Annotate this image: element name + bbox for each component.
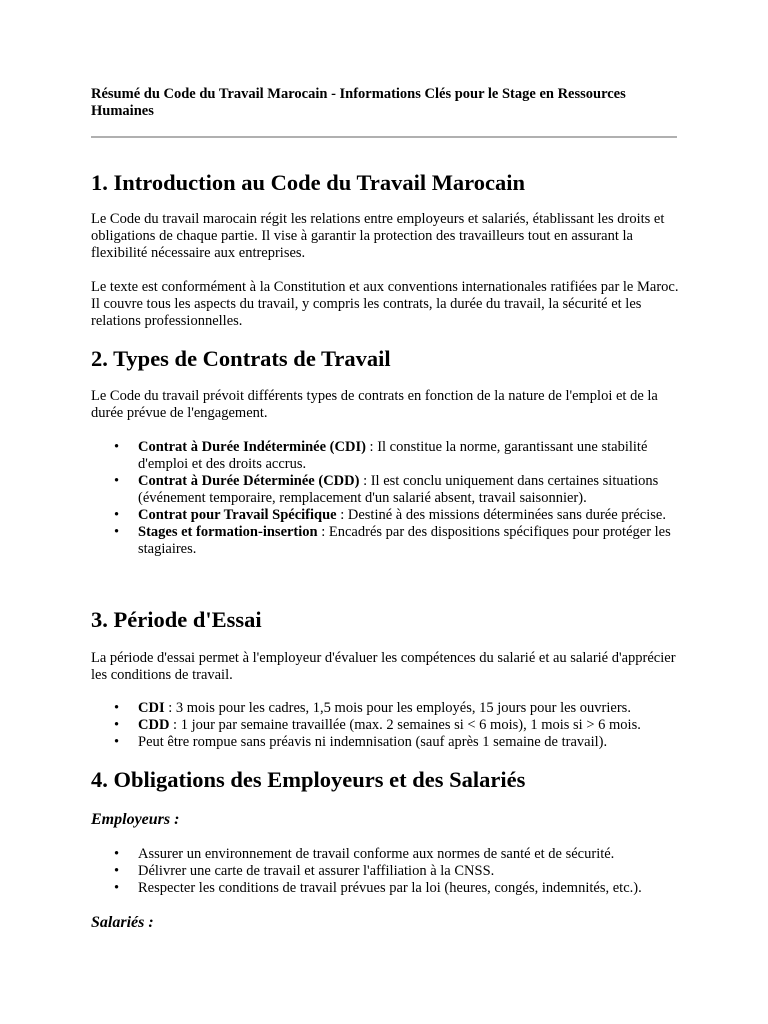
section-1-heading: 1. Introduction au Code du Travail Marocain — [91, 170, 526, 195]
list-item — [91, 734, 691, 751]
employers-subheading: Employeurs : — [91, 811, 180, 828]
list-item-term: Contrat à Durée Indéterminée (CDI) — [138, 439, 366, 455]
section-1-paragraph-2: Le texte est conformément à la Constitution et aux conventions internationales ratifiées par le Maroc. Il couvre tous les aspects du travail, y compris les contrats, la durée du travail, la sécurité et les relations professionnelles. — [91, 279, 679, 329]
trial-period-list — [91, 700, 691, 751]
horizontal-rule — [91, 136, 677, 138]
list-item-text: : Encadrés par des dispositions spécifiques pour protéger les stagiaires. — [138, 524, 671, 557]
list-item-text: Délivrer une carte de travail et assurer l'affiliation à la CNSS. — [138, 863, 495, 879]
list-item-text: Peut être rompue sans préavis ni indemnisation (sauf après 1 semaine de travail). — [138, 734, 608, 750]
contract-types-list — [91, 439, 691, 558]
section-3-paragraph-1: La période d'essai permet à l'employeur d'évaluer les compétences du salarié et au salarié d'apprécier les conditions de travail. — [91, 650, 676, 683]
list-item — [91, 473, 691, 507]
list-item-term: Contrat pour Travail Spécifique — [138, 507, 337, 523]
list-item-text: : Il constitue la norme, garantissant une stabilité d'emploi et des droits accrus. — [138, 439, 648, 472]
list-item-term: Stages et formation-insertion — [138, 524, 318, 540]
employer-obligations-list — [91, 846, 691, 897]
employees-subheading: Salariés : — [91, 914, 154, 931]
list-item-text: : 3 mois pour les cadres, 1,5 mois pour les employés, 15 jours pour les ouvriers. — [164, 700, 631, 716]
list-item — [91, 846, 691, 863]
list-item — [91, 524, 691, 558]
list-item — [91, 439, 691, 473]
section-2-heading: 2. Types de Contrats de Travail — [91, 346, 391, 371]
list-item-text: Respecter les conditions de travail prévues par la loi (heures, congés, indemnités, etc.). — [138, 880, 642, 896]
list-item — [91, 880, 691, 897]
list-item-text: : Destiné à des missions déterminées sans durée précise. — [336, 507, 666, 523]
list-item-text: Assurer un environnement de travail conforme aux normes de santé et de sécurité. — [138, 846, 615, 862]
section-4-heading: 4. Obligations des Employeurs et des Salariés — [91, 767, 526, 792]
list-item-term: CDI — [138, 700, 165, 716]
section-1-paragraph-1: Le Code du travail marocain régit les relations entre employeurs et salariés, établissant les droits et obligations de chaque partie. Il vise à garantir la protection des travailleurs tout en assurant la flexibilité nécessaire aux entreprises. — [91, 211, 665, 261]
list-item-term: Contrat à Durée Déterminée (CDD) — [138, 473, 360, 489]
document-title: Résumé du Code du Travail Marocain - Informations Clés pour le Stage en Ressources Humaines — [91, 86, 626, 119]
list-item-text: : 1 jour par semaine travaillée (max. 2 semaines si < 6 mois), 1 mois si > 6 mois. — [169, 717, 641, 733]
list-item-text: : Il est conclu uniquement dans certaines situations (événement temporaire, remplacement d'un salarié absent, travail saisonnier). — [138, 473, 659, 506]
section-3-heading: 3. Période d'Essai — [91, 607, 262, 632]
list-item — [91, 507, 691, 524]
list-item — [91, 700, 691, 717]
section-2-paragraph-1: Le Code du travail prévoit différents types de contrats en fonction de la nature de l'emploi et de la durée prévue de l'engagement. — [91, 388, 658, 421]
list-item — [91, 863, 691, 880]
list-item — [91, 717, 691, 734]
list-item-term: CDD — [138, 717, 170, 733]
